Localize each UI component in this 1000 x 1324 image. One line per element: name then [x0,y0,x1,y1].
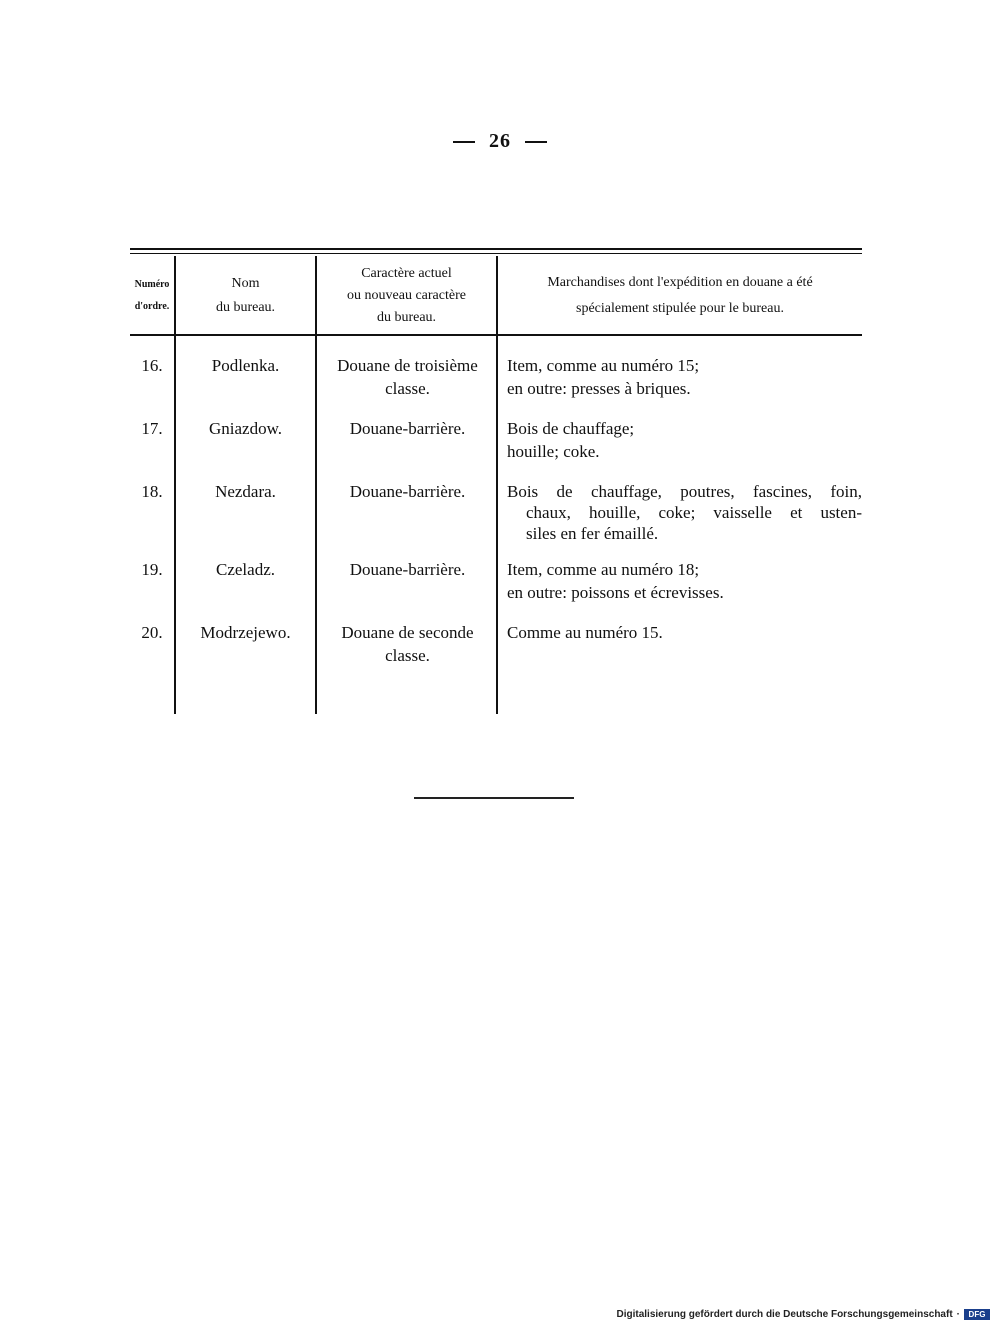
character-line: Douane de troisième [337,356,478,375]
goods-line: en outre: presses à briques. [507,379,691,398]
header-text: du bureau. [215,300,276,315]
page-number-text: 26 [489,130,511,152]
dash-left [453,141,475,143]
table-top-rule-thin [130,253,862,254]
goods-line: chaux, houille, coke; vaisselle et usten- [526,503,862,522]
header-caractere [317,258,496,334]
goods-line: en outre: poissons et écrevisses. [507,583,724,602]
office-name: Modrzejewo. [200,623,291,642]
end-rule [414,797,574,799]
customs-table [130,248,862,714]
goods [507,355,862,399]
character-line: Douane-barrière. [349,419,466,438]
row-number: 20. [141,623,163,642]
goods-line: siles en fer émaillé. [526,524,659,543]
office-character [319,559,496,580]
office-name: Czeladz. [216,560,275,579]
header-text: du bureau. [376,310,437,325]
office-name: Nezdara. [215,482,276,501]
dfg-logo-icon: DFG [964,1309,990,1320]
office-character [319,622,496,666]
header-text: Nom [231,276,260,291]
character-line: Douane-barrière. [349,482,466,501]
dash-right [525,141,547,143]
footer-text: Digitalisierung gefördert durch die Deutsche Forschungsgemeinschaft [616,1309,953,1320]
row-number: 18. [141,482,163,501]
row-number: 19. [141,560,163,579]
goods-line: Item, comme au numéro 15; [507,356,700,375]
table-top-rule [130,248,862,250]
header-text: d'ordre. [134,301,170,312]
office-name: Gniazdow. [208,419,282,438]
header-text: ou nouveau caractère [347,288,466,303]
goods-line: houille; coke. [507,442,600,461]
header-text: spécialement stipulée pour le bureau. [576,301,784,316]
footer-separator: · [956,1309,960,1320]
goods [507,481,862,544]
office-character [319,418,496,439]
goods-line: Item, comme au numéro 18; [507,560,700,579]
header-text: Marchandises dont l'expédition en douane a été [547,275,813,290]
goods [507,559,862,603]
goods [507,622,862,643]
goods-line: Bois de chauffage; [507,419,635,438]
character-line: classe. [385,646,430,665]
footer [616,1309,990,1320]
character-line: Douane de seconde [341,623,474,642]
header-numero [130,258,174,334]
header-marchandises [498,258,862,334]
header-nom [176,258,315,334]
goods-line: Bois de chauffage, poutres, fascines, foin, [507,482,862,501]
row-number: 16. [141,356,163,375]
goods [507,418,862,462]
header-text: Caractère actuel [361,266,452,281]
page-number [0,130,1000,153]
office-character [319,355,496,399]
character-line: classe. [385,379,430,398]
office-name: Podlenka. [211,356,280,375]
character-line: Douane-barrière. [349,560,466,579]
goods-line: Comme au numéro 15. [507,623,663,642]
header-text: Numéro [134,279,170,290]
office-character [319,481,496,502]
row-number: 17. [141,419,163,438]
